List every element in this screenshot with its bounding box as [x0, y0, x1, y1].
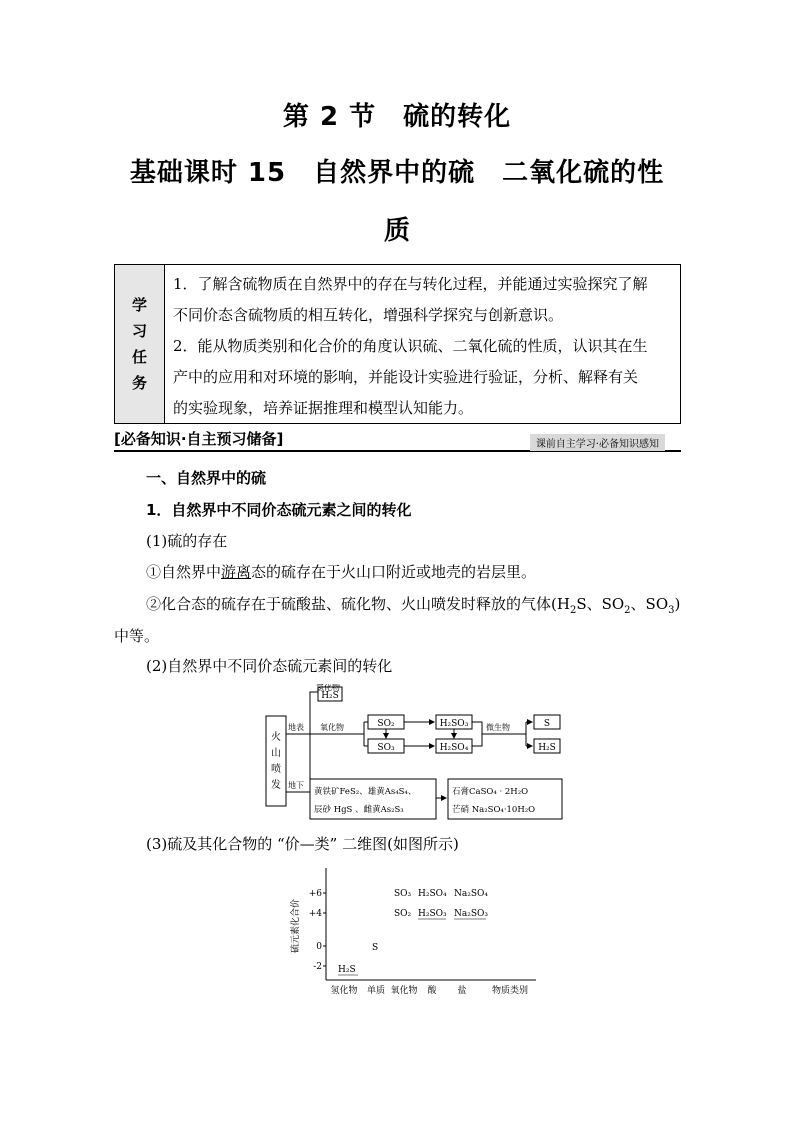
- point-so2: SO₂: [394, 909, 412, 919]
- y-tick: +6: [308, 889, 322, 899]
- y-tick: 0: [316, 942, 322, 952]
- section-header-right: 课前自主学习·必备知识感知: [530, 434, 665, 451]
- point-na2so4: Na₂SO₄: [454, 889, 489, 899]
- node-h2s: H₂S: [321, 691, 339, 701]
- paragraph-2: ②化合态的硫存在于硫酸盐、硫化物、火山喷发时释放的气体($H_2S$、$SO_2$、$SO_3$): [146, 595, 681, 616]
- subheading-2: (2)自然界中不同价态硫元素间的转化: [146, 657, 393, 675]
- node-so2: SO₂: [377, 719, 395, 729]
- heading-1: 一、自然界中的硫: [146, 469, 267, 487]
- task-line: 1．了解含硫物质在自然界中的存在与转化过程，并能通过实验探究了解: [173, 275, 648, 293]
- learning-tasks-label: [115, 265, 165, 423]
- label-char: 学: [131, 296, 147, 314]
- volcano-char: 火: [271, 732, 281, 743]
- learning-tasks-content: [165, 265, 680, 423]
- label-char: 习: [131, 322, 147, 340]
- learning-tasks-box: [114, 264, 681, 424]
- salts-line1: 石膏CaSO₄ · 2H₂O: [452, 787, 529, 797]
- node-s: S: [543, 719, 551, 729]
- x-tick: 盐: [457, 986, 467, 996]
- point-s: S: [372, 943, 379, 953]
- x-axis-label: 物质类别: [491, 986, 529, 996]
- y-axis-label: 硫元素化合价: [291, 898, 301, 954]
- volcano-char: 山: [271, 748, 281, 759]
- node-h2s-2: H₂S: [538, 743, 556, 753]
- section-header: [114, 428, 681, 452]
- label-surface: 地表: [288, 723, 304, 732]
- label-underground: 地下: [288, 781, 304, 790]
- lesson-title-cont: 质: [383, 216, 410, 246]
- label-char: 任: [131, 348, 147, 366]
- section-header-left: [必备知识·自主预习储备]: [114, 430, 284, 448]
- point-h2so3: H₂SO₃: [418, 909, 447, 919]
- point-h2s: H₂S: [338, 965, 356, 975]
- subheading-1: (1)硫的存在: [146, 532, 228, 550]
- x-tick: 氢化物: [330, 986, 358, 996]
- label-microbe: 微生物: [486, 723, 510, 732]
- minerals-line2: 辰砂 HgS 、雌黄As₂S₃: [314, 805, 404, 815]
- label-char: 务: [131, 374, 147, 392]
- volcano-char: 喷: [271, 764, 281, 775]
- task-line: 的实验现象，培养证据推理和模型认知能力。: [173, 399, 474, 417]
- node-so3: SO₃: [377, 743, 395, 753]
- volcano-char: 发: [271, 780, 281, 791]
- heading-2: 1．自然界中不同价态硫元素之间的转化: [146, 501, 412, 519]
- label-oxide: 氧化物: [320, 723, 344, 732]
- lesson-title: 基础课时 15 自然界中的硫 二氧化硫的性: [129, 158, 665, 188]
- paragraph-1: ①自然界中游离态的硫存在于火山口附近或地壳的岩层里。: [146, 563, 537, 581]
- point-na2so3: Na₂SO₃: [454, 909, 489, 919]
- point-so3: SO₃: [394, 889, 412, 899]
- x-tick: 酸: [427, 986, 437, 996]
- label-hydride: 氢化物: [316, 684, 340, 692]
- y-tick: +4: [308, 909, 322, 919]
- node-h2so3: H₂SO₃: [439, 719, 469, 729]
- paragraph-2-cont: 中等。: [114, 627, 160, 645]
- task-line: 产中的应用和对环境的影响，并能设计实验进行验证，分析、解释有关: [173, 368, 639, 386]
- minerals-line1: 黄铁矿FeS₂、雄黄As₄S₄、: [314, 787, 417, 797]
- task-line: 2．能从物质类别和化合价的角度认识硫、二氧化硫的性质，认识其在生: [173, 337, 648, 355]
- y-tick: -2: [313, 962, 322, 972]
- section-title: 第 2 节 硫的转化: [282, 102, 512, 132]
- x-tick: 氧化物: [390, 986, 418, 996]
- salts-line2: 芒硝 Na₂SO₄·10H₂O: [452, 805, 536, 815]
- valence-category-chart: [286, 864, 546, 998]
- point-h2so4: H₂SO₄: [418, 889, 447, 899]
- x-tick: 单质: [366, 986, 386, 996]
- subheading-3: (3)硫及其化合物的 “价—类” 二维图(如图所示): [146, 835, 459, 853]
- node-h2so4: H₂SO₄: [439, 743, 469, 753]
- task-line: 不同价态含硫物质的相互转化，增强科学探究与创新意识。: [173, 306, 564, 324]
- underlined-answer: 游离: [221, 563, 252, 581]
- sulfur-cycle-diagram: [264, 684, 564, 824]
